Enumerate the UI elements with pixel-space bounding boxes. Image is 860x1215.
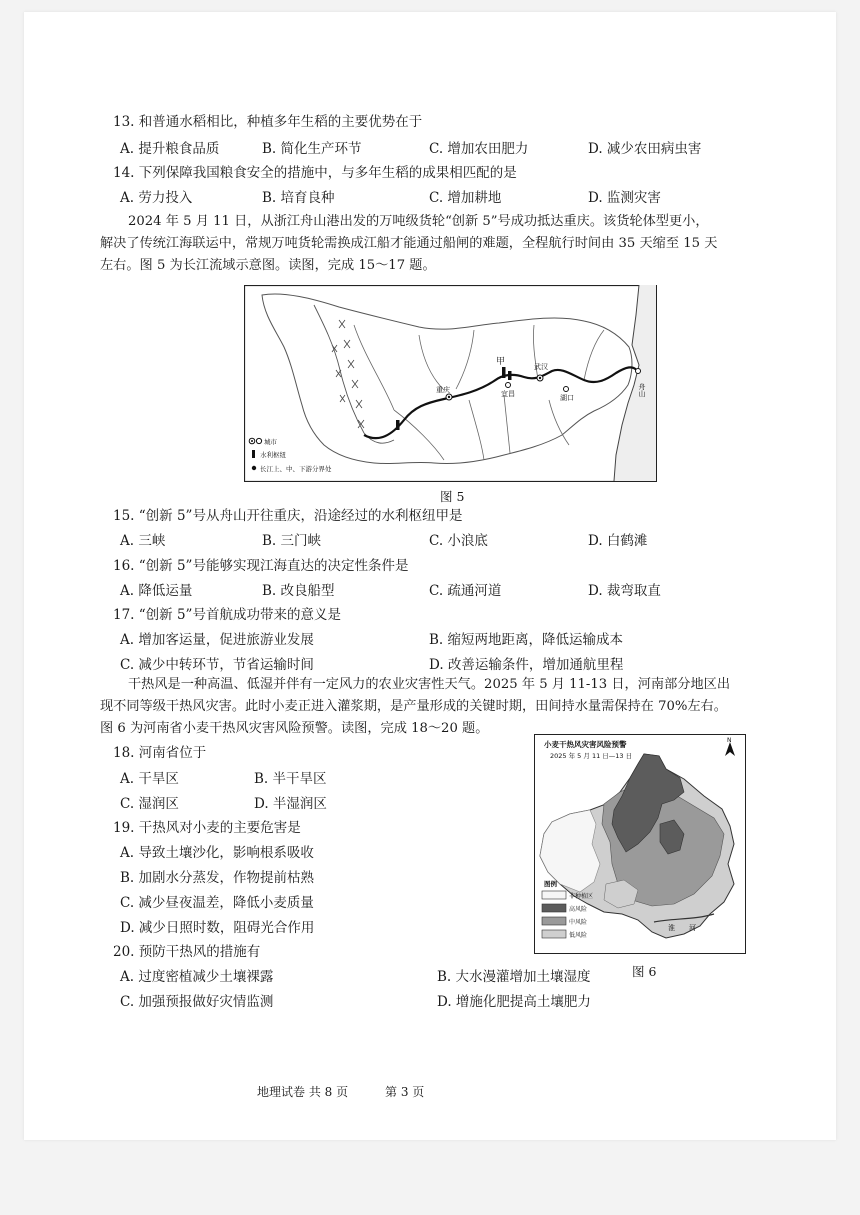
label-hukou: 湖口 [560, 394, 574, 402]
label-wuhan: 武汉 [534, 363, 548, 371]
passage-2 [100, 674, 770, 740]
question-15-option-d: D. 白鹤滩 [588, 533, 648, 549]
question-15-option-a: A. 三峡 [120, 533, 166, 549]
question-20-option-c: C. 加强预报做好灾情监测 [120, 994, 274, 1010]
legend-low: 低风险 [569, 932, 588, 939]
question-15-stem: 15. “创新 5”号从舟山开往重庆，沿途经过的水利枢纽甲是 [113, 508, 463, 524]
figure-6-caption: 图 6 [632, 964, 657, 979]
legend-high: 高风险 [569, 906, 588, 913]
north-label: N [727, 737, 732, 744]
map6-date: 2025 年 5 月 11 日—13 日 [550, 752, 633, 760]
passage-2-line-1: 干热风是一种高温、低湿并伴有一定风力的农业灾害性天气。2025 年 5 月 11-13 日，河南部分地区出 [128, 677, 731, 692]
label-chongqing: 重庆 [436, 386, 450, 394]
legend-city: 城市 [264, 438, 277, 446]
question-17-option-a: A. 增加客运量，促进旅游业发展 [120, 632, 314, 648]
question-13-option-a: A. 提升粮食品质 [120, 141, 220, 157]
city-zhoushan [636, 369, 641, 374]
passage-1-line-3: 左右。图 5 为长江流域示意图。读图，完成 15～17 题。 [100, 258, 436, 273]
label-jia: 甲 [496, 357, 506, 367]
question-20-option-d: D. 增施化肥提高土壤肥力 [437, 994, 591, 1010]
figure-5-caption: 图 5 [440, 489, 465, 504]
question-20-option-a: A. 过度密植减少土壤裸露 [120, 969, 274, 985]
question-17-option-d: D. 改善运输条件，增加通航里程 [429, 657, 624, 673]
legend-none: 非种植区 [569, 893, 594, 900]
passage-1-line-2: 解决了传统江海联运中，常规万吨货轮需换成江船才能通过船闸的难题，全程航行时间由 35 天缩至 15 天 [100, 236, 718, 251]
question-13-stem: 13. 和普通水稻相比，种植多年生稻的主要优势在于 [113, 114, 423, 130]
question-18-option-d: D. 半湿润区 [254, 796, 327, 812]
question-19-option-c: C. 减少昼夜温差，降低小麦质量 [120, 895, 314, 911]
question-15-option-c: C. 小浪底 [429, 533, 488, 549]
legend-mid: 中风险 [569, 919, 588, 926]
question-18-option-b: B. 半干旱区 [254, 771, 327, 787]
question-16-option-d: D. 裁弯取直 [588, 583, 661, 599]
question-19-stem: 19. 干热风对小麦的主要危害是 [113, 820, 301, 836]
question-13-option-c: C. 增加农田肥力 [429, 141, 529, 157]
question-17-option-c: C. 减少中转环节，节省运输时间 [120, 657, 314, 673]
question-14-option-b: B. 培育良种 [262, 190, 335, 206]
question-19-option-b: B. 加剧水分蒸发，作物提前枯熟 [120, 870, 315, 886]
question-16-option-c: C. 疏通河道 [429, 583, 502, 599]
legend-hub: 水利枢纽 [260, 451, 286, 459]
question-17-stem: 17. “创新 5”号首航成功带来的意义是 [113, 607, 341, 623]
question-13-option-b: B. 简化生产环节 [262, 141, 362, 157]
label-huai-river: 淮 河 [668, 924, 696, 932]
question-20-option-b: B. 大水漫灌增加土壤湿度 [437, 969, 591, 985]
passage-1-line-1: 2024 年 5 月 11 日，从浙江舟山港出发的万吨级货轮“创新 5”号成功抵达重庆。该货轮体型更小， [128, 214, 709, 229]
question-15-option-b: B. 三门峡 [262, 533, 322, 549]
passage-2-line-3: 图 6 为河南省小麦干热风灾害风险预警。读图，完成 18～20 题。 [100, 721, 489, 736]
passage-2-line-2: 现不同等级干热风灾害。此时小麦正进入灌浆期，是产量形成的关键时期，田间持水量需保持在 70%左右。 [100, 699, 727, 714]
city-yichang [506, 383, 511, 388]
legend-division: 长江上、中、下游分界处 [260, 465, 332, 473]
question-14-option-d: D. 监测灾害 [588, 190, 661, 206]
question-16-stem: 16. “创新 5”号能够实现江海直达的决定性条件是 [113, 558, 409, 574]
passage-1 [100, 211, 760, 277]
hub-marker-yichang [508, 371, 512, 380]
question-14-option-a: A. 劳力投入 [120, 190, 193, 206]
question-18-option-a: A. 干旱区 [120, 771, 179, 787]
city-hukou [564, 387, 569, 392]
question-19-option-a: A. 导致土壤沙化，影响根系吸收 [120, 845, 314, 861]
hub-marker-jia [502, 367, 506, 378]
yangtze-basin-map [244, 285, 657, 482]
question-20-stem: 20. 预防干热风的措施有 [113, 944, 261, 960]
footer-page-number: 第 3 页 [385, 1085, 425, 1099]
question-14-option-c: C. 增加耕地 [429, 190, 502, 206]
legend-title: 图例 [544, 880, 557, 888]
question-16-option-b: B. 改良船型 [262, 583, 335, 599]
henan-wind-risk-map [534, 734, 746, 954]
question-18-option-c: C. 湿润区 [120, 796, 179, 812]
question-17-option-b: B. 缩短两地距离，降低运输成本 [429, 632, 624, 648]
question-18-stem: 18. 河南省位于 [113, 745, 207, 761]
label-zhoushan: 舟山 [638, 383, 646, 397]
map6-title: 小麦干热风灾害风险预警 [544, 740, 627, 749]
question-13-option-d: D. 减少农田病虫害 [588, 141, 702, 157]
label-yichang: 宜昌 [501, 390, 515, 398]
hub-marker-upper [396, 420, 400, 430]
question-16-option-a: A. 降低运量 [120, 583, 193, 599]
question-19-option-d: D. 减少日照时数，阻碍光合作用 [120, 920, 315, 936]
question-14-stem: 14. 下列保障我国粮食安全的措施中，与多年生稻的成果相匹配的是 [113, 165, 517, 181]
footer-total-pages: 地理试卷 共 8 页 [257, 1085, 349, 1099]
